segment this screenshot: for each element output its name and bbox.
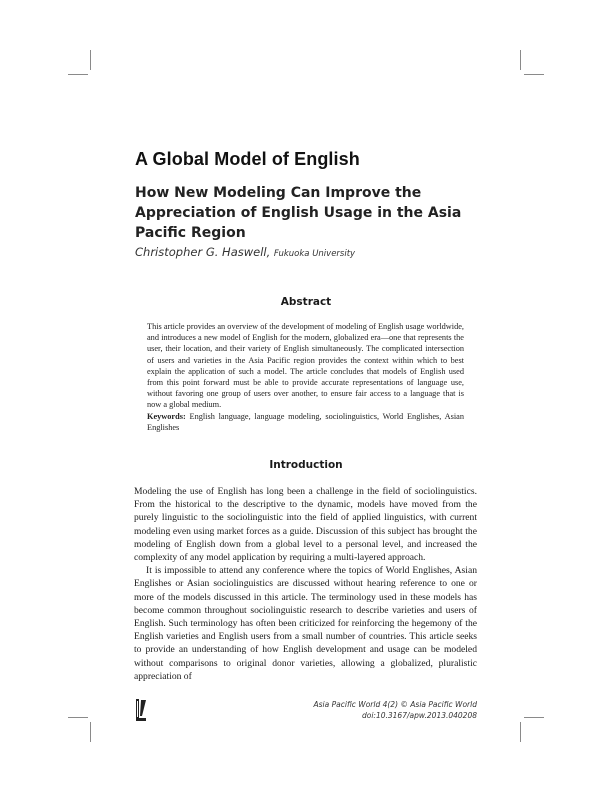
author-line	[135, 245, 355, 259]
footer-journal: Asia Pacific World 4(2) © Asia Pacific World	[313, 700, 477, 709]
article-subtitle: How New Modeling Can Improve the Appreciation of English Usage in the Asia Pacific Region	[135, 185, 462, 241]
crop-mark	[520, 50, 521, 70]
crop-mark	[90, 722, 91, 742]
crop-mark	[524, 74, 544, 75]
keywords-text: English language, language modeling, sociolinguistics, World Englishes, Asian Englishes	[147, 411, 464, 432]
abstract-text: This article provides an overview of the development of modeling of English usage worldwide, and introduces a new model of English for the modern, globalized era—one that represents the user, their location, and their variety of English simultaneously. The complicated intersection of users and varieties in the Asia Pacific region provides the context within which to best explain the application of such a model. The article concludes that models of English used from this point forward must be able to provide accurate representations of language use, without favoring one group of users over another, to ensure fair access to a language that is now a global medium.	[147, 322, 464, 410]
crop-mark	[68, 74, 88, 75]
abstract-heading: Abstract	[280, 296, 332, 308]
body-paragraph: It is impossible to attend any conference where the topics of World Englishes, Asian Englishes or Asian sociolinguistics are discussed without hearing reference to one or more of the models discussed in this article. The terminology used in these models has become common throughout sociolinguistic research to describe varieties and users of English. Such terminology has often been criticized for reinforcing the hegemony of the English varieties and English users from a small number of countries. This article seeks to provide an understanding of how English development and usage can be modeled without comparisons to original donor varieties, allowing a globalized, pluralistic appreciation of	[134, 565, 477, 682]
introduction-body	[134, 485, 477, 683]
body-paragraph: Modeling the use of English has long been a challenge in the field of sociolinguistics. From the historical to the descriptive to the dynamic, models have moved from the purely linguistic to the sociolinguistic into the field of applied linguistics, with current modeling even using market forces as a guide. Discussion of this subject has brought the modeling of English down from a global level to a personal level, and increased the complexity of any model application by requiring a multi-layered approach.	[134, 486, 477, 564]
abstract-block	[147, 321, 464, 433]
author-affiliation: Fukuoka University	[273, 249, 356, 259]
introduction-heading: Introduction	[269, 459, 343, 471]
crop-mark	[68, 717, 88, 718]
crop-mark	[520, 722, 521, 742]
keywords-line	[147, 411, 464, 433]
article-title: A Global Model of English	[135, 149, 360, 169]
footer-doi: doi:10.3167/apw.2013.040208	[362, 710, 477, 720]
crop-mark	[90, 50, 91, 70]
keywords-label: Keywords:	[147, 411, 186, 421]
author-name: Christopher G. Haswell,	[135, 245, 271, 259]
publisher-logo-icon	[135, 698, 147, 722]
footer-citation	[314, 700, 477, 721]
crop-mark	[524, 717, 544, 718]
